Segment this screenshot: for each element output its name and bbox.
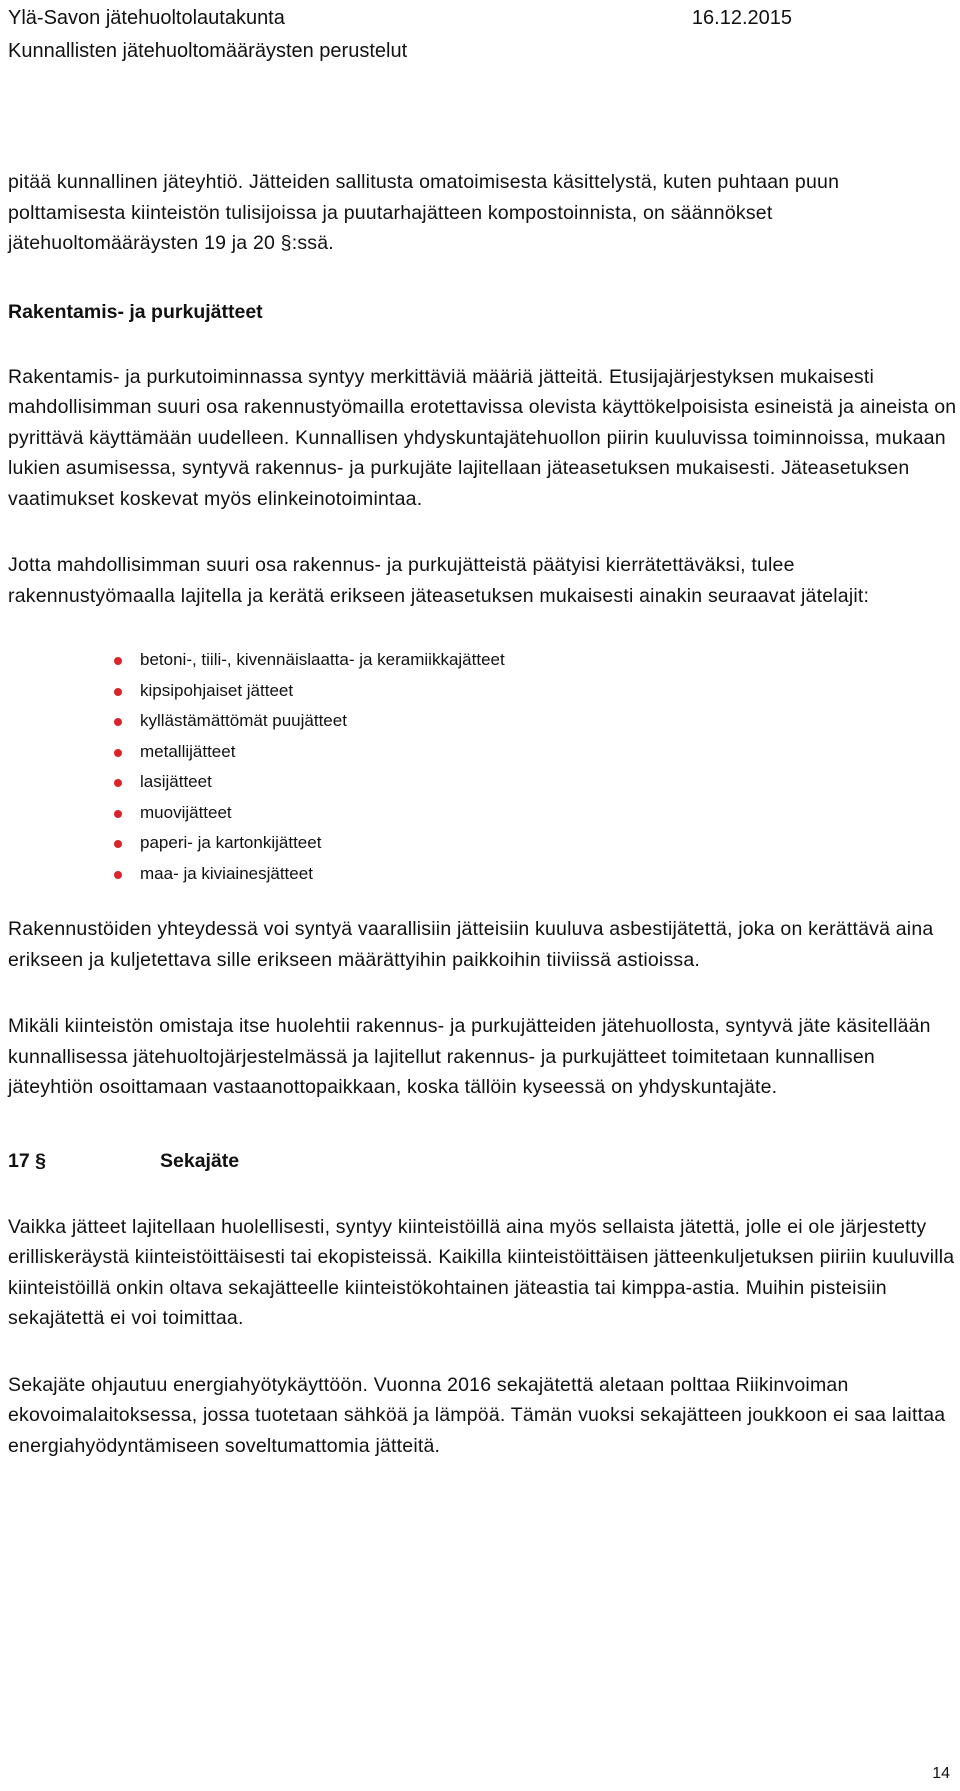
document-body bbox=[8, 167, 960, 1461]
construction-waste-heading: Rakentamis- ja purkujätteet bbox=[8, 300, 263, 323]
list-item: maa- ja kiviainesjätteet bbox=[126, 859, 960, 890]
list-item: metallijätteet bbox=[126, 737, 960, 768]
header-organization: Ylä-Savon jätehuoltolautakunta bbox=[8, 7, 285, 29]
section-title: Sekajäte bbox=[160, 1149, 240, 1172]
list-item: lasijätteet bbox=[126, 767, 960, 798]
header-subtitle: Kunnallisten jätehuoltomääräysten perustelut bbox=[8, 40, 408, 62]
section-number: 17 § bbox=[8, 1149, 46, 1172]
page-number: 14 bbox=[932, 1765, 950, 1782]
list-item: paperi- ja kartonkijätteet bbox=[126, 828, 960, 859]
construction-paragraph-3: Rakennustöiden yhteydessä voi syntyä vaarallisiin jätteisiin kuuluva asbestijätettä, joka on kerättävä aina erikseen ja kuljetettava sille erikseen määrättyihin paikkoihin tiiviissä astioissa. bbox=[8, 918, 934, 971]
mixed-waste-paragraph-2: Sekajäte ohjautuu energiahyötykäyttöön. Vuonna 2016 sekajätettä aletaan polttaa Riikinvoiman ekovoimalaitoksessa, jossa tuotetaan sähköä ja lämpöä. Tämän vuoksi sekajätteen joukkoon ei saa laittaa energiahyödyntämiseen soveltumattomia jätteitä. bbox=[8, 1373, 946, 1457]
construction-paragraph-2: Jotta mahdollisimman suuri osa rakennus- ja purkujätteistä päätyisi kierrätettäväksi, tulee rakennustyömaalla lajitella ja kerätä erikseen jäteasetuksen mukaisesti ainakin seuraavat jätelajit: bbox=[8, 554, 870, 607]
construction-paragraph-4: Mikäli kiinteistön omistaja itse huolehtii rakennus- ja purkujätteiden jätehuollosta, syntyvä jäte käsitellään kunnallisessa jätehuoltojärjestelmässä ja lajitellut rakennus- ja purkujätteet toimitetaan kunnallisen jäteyhtiön osoittamaan vastaanottopaikkaan, koska tällöin kyseessä on yhdyskuntajäte. bbox=[8, 1015, 931, 1098]
construction-paragraph-1: Rakentamis- ja purkutoiminnassa syntyy merkittäviä määriä jätteitä. Etusijajärjestyksen mukaisesti mahdollisimman suuri osa rakennustyömailla erotettavissa olevista käyttökelpoisista esineistä ja aineista on pyrittävä käyttämään uudelleen. Kunnallisen yhdyskuntajätehuollon piirin kuuluvissa toiminnoissa, mukaan lukien asumisessa, syntyvä rakennus- ja purkujäte lajitellaan jäteasetuksen mukaisesti. Jäteasetuksen vaatimukset koskevat myös elinkeinotoimintaa. bbox=[8, 365, 957, 510]
list-item: muovijätteet bbox=[126, 798, 960, 829]
intro-paragraph: pitää kunnallinen jäteyhtiö. Jätteiden sallitusta omatoimisesta käsittelystä, kuten puhtaan puun polttamisesta kiinteistön tulisijoissa ja puutarhajätteen kompostoinnista, on säännökset jätehuoltomääräysten 19 ja 20 §:ssä. bbox=[8, 171, 840, 254]
page-header bbox=[8, 2, 794, 68]
waste-type-list bbox=[8, 645, 960, 889]
list-item: betoni-, tiili-, kivennäislaatta- ja keramiikkajätteet bbox=[126, 645, 960, 676]
list-item: kipsipohjaiset jätteet bbox=[126, 676, 960, 707]
header-top-row bbox=[8, 2, 794, 35]
mixed-waste-paragraph-1: Vaikka jätteet lajitellaan huolellisesti, syntyy kiinteistöillä aina myös sellaista jätettä, jolle ei ole järjestetty erilliskeräystä kiinteistöittäisesti tai ekopisteissä. Kaikilla kiinteistöittäisen jätteenkuljetuksen piiriin kuuluvilla kiinteistöillä onkin oltava sekajätteelle kiinteistökohtainen jäteastia tai kimppa-astia. Muihin pisteisiin sekajätettä ei voi toimittaa. bbox=[8, 1215, 955, 1329]
header-date: 16.12.2015 bbox=[691, 7, 792, 29]
section-heading bbox=[8, 1146, 960, 1176]
list-item: kyllästämättömät puujätteet bbox=[126, 706, 960, 737]
